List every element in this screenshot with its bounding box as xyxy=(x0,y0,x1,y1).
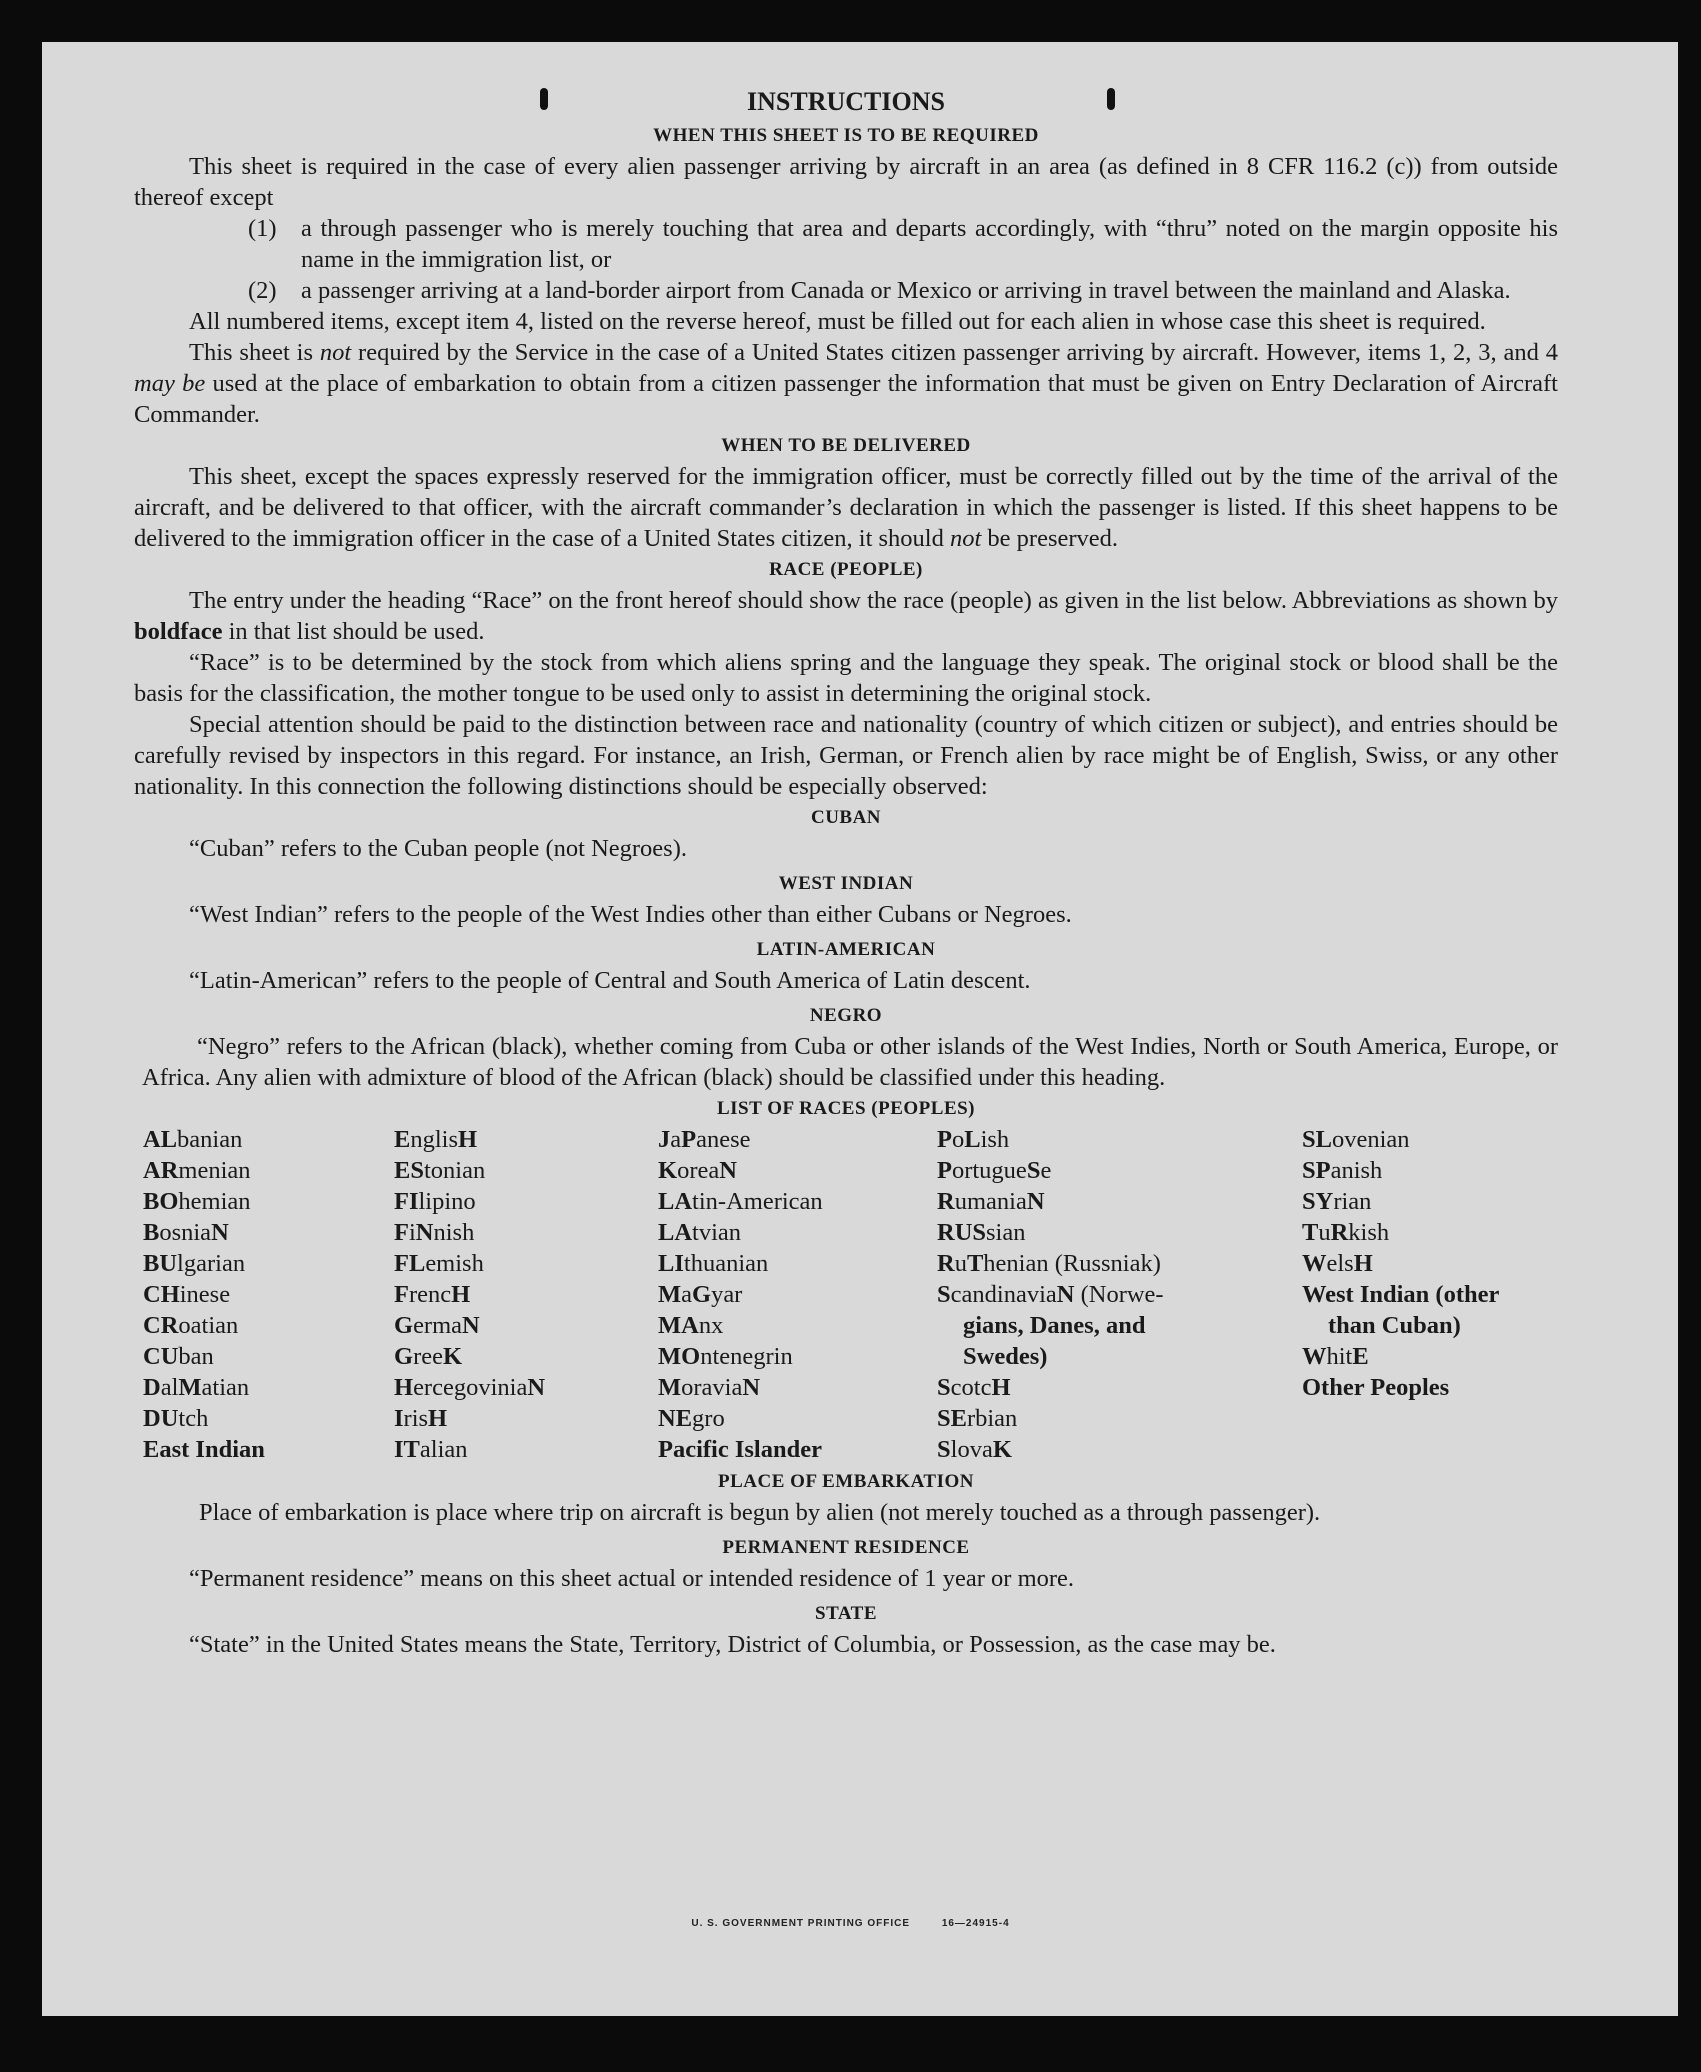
race-entry xyxy=(658,1372,823,1403)
text-segment: in that list should be used. xyxy=(222,618,485,645)
abbreviation-letters: K xyxy=(658,1157,678,1184)
race-entry xyxy=(394,1341,545,1372)
race-entry xyxy=(658,1310,823,1341)
heading-when-delivered: WHEN TO BE DELIVERED xyxy=(721,435,971,456)
heading-permanent-residence: PERMANENT RESIDENCE xyxy=(722,1537,970,1558)
abbreviation-letters: R xyxy=(937,1188,955,1215)
race-text: (Norwe- xyxy=(1074,1281,1164,1308)
race-entry xyxy=(143,1279,265,1310)
race-text: nish xyxy=(433,1219,475,1246)
paragraph xyxy=(134,833,1558,864)
abbreviation-letters: S xyxy=(1026,1157,1041,1184)
race-column xyxy=(658,1124,823,1465)
abbreviation-letters: SP xyxy=(1302,1157,1331,1184)
abbreviation-letters: S xyxy=(937,1436,951,1463)
heading-place-of-embarkation: PLACE OF EMBARKATION xyxy=(718,1471,974,1492)
abbreviation-letters: E xyxy=(1352,1343,1369,1370)
text-segment: The entry under the heading “Race” on the front hereof should show the race (people) as given in the list below. Abbreviations as shown by xyxy=(189,587,1558,614)
race-text: hit xyxy=(1326,1343,1353,1370)
race-column xyxy=(1302,1124,1499,1403)
race-entry xyxy=(1302,1186,1499,1217)
race-text: nglis xyxy=(410,1126,458,1153)
item-number: (2) xyxy=(248,277,277,304)
text-segment: “Permanent residence” means on this sheet actual or intended residence of 1 year or more. xyxy=(189,1565,1075,1592)
race-entry xyxy=(937,1403,1164,1434)
italic-text: not xyxy=(319,339,352,366)
abbreviation-letters: S xyxy=(937,1374,951,1401)
race-text: lgarian xyxy=(177,1250,246,1277)
race-text: els xyxy=(1326,1250,1354,1277)
heading-latin-american: LATIN-AMERICAN xyxy=(756,939,936,960)
race-entry xyxy=(937,1434,1164,1465)
abbreviation-letters: Other Peoples xyxy=(1302,1374,1450,1401)
race-entry xyxy=(394,1434,545,1465)
race-column xyxy=(937,1124,1164,1465)
text-segment: This sheet, except the spaces expressly reserved for the immigration officer, must be correctly filled out by the time of the arrival of the aircraft, and be delivered to that officer, with the aircraft commander’s declaration in which the passenger is listed. If this sheet happens to be delivered to the immigration officer in the case of a United States citizen, it should xyxy=(134,463,1558,552)
race-text: anish xyxy=(1330,1157,1383,1184)
abbreviation-letters: R xyxy=(937,1250,955,1277)
paragraph xyxy=(134,585,1558,647)
italic-text: not xyxy=(949,525,982,552)
abbreviation-letters: H xyxy=(428,1405,448,1432)
abbreviation-letters: FI xyxy=(394,1188,419,1215)
race-text: rbian xyxy=(966,1405,1018,1432)
race-entry xyxy=(143,1155,265,1186)
race-entry xyxy=(394,1186,545,1217)
race-text: u xyxy=(1318,1219,1331,1246)
race-entry xyxy=(1302,1217,1499,1248)
race-entry xyxy=(658,1186,823,1217)
abbreviation-letters: J xyxy=(658,1126,671,1153)
abbreviation-letters: LA xyxy=(658,1188,693,1215)
abbreviation-letters: SE xyxy=(937,1405,967,1432)
race-entry xyxy=(658,1279,823,1310)
paragraph xyxy=(134,899,1558,930)
race-text: atian xyxy=(201,1374,250,1401)
text-segment: “West Indian” refers to the people of the West Indies other than either Cubans or Negroes. xyxy=(189,901,1072,928)
heading-race: RACE (PEOPLE) xyxy=(769,559,923,580)
race-entry xyxy=(658,1155,823,1186)
abbreviation-letters: SY xyxy=(1302,1188,1334,1215)
race-entry xyxy=(1302,1279,1499,1310)
abbreviation-letters: N xyxy=(1056,1281,1075,1308)
race-text: ree xyxy=(413,1343,443,1370)
abbreviation-letters: H xyxy=(394,1374,414,1401)
abbreviation-letters: FL xyxy=(394,1250,426,1277)
heading-list-of-races: LIST OF RACES (PEOPLES) xyxy=(716,1098,976,1119)
abbreviation-letters: CU xyxy=(143,1343,179,1370)
heading-state: STATE xyxy=(815,1603,877,1624)
race-entry xyxy=(394,1372,545,1403)
race-text: oravia xyxy=(681,1374,743,1401)
heading-cuban: CUBAN xyxy=(810,807,882,828)
abbreviation-letters: AL xyxy=(143,1126,178,1153)
race-text: ovenian xyxy=(1331,1126,1410,1153)
paragraph xyxy=(134,709,1558,802)
paragraph xyxy=(134,647,1558,709)
race-text: oatian xyxy=(178,1312,239,1339)
abbreviation-letters: M xyxy=(178,1374,202,1401)
race-entry xyxy=(658,1124,823,1155)
race-text: hemian xyxy=(178,1188,251,1215)
race-text: rian xyxy=(1333,1188,1372,1215)
abbreviation-letters: K xyxy=(992,1436,1012,1463)
race-text: thuanian xyxy=(683,1250,769,1277)
race-text: tonian xyxy=(423,1157,486,1184)
race-text: renc xyxy=(408,1281,452,1308)
item-text xyxy=(301,213,1558,275)
race-text: ris xyxy=(403,1405,429,1432)
text-segment: “Negro” refers to the African (black), whether coming from Cuba or other islands of the West Indies, North or South America, Europe, or Africa. Any alien with admixture of blood of the African (black) should be classified under this heading. xyxy=(142,1033,1558,1091)
race-entry xyxy=(1302,1341,1499,1372)
race-text: ish xyxy=(980,1126,1010,1153)
abbreviation-letters: East Indian xyxy=(143,1436,265,1463)
abbreviation-letters: ES xyxy=(394,1157,424,1184)
race-list xyxy=(134,1124,1558,1466)
abbreviation-letters: DU xyxy=(143,1405,179,1432)
text-segment: “Race” is to be determined by the stock from which aliens spring and the language they speak. The original stock or blood shall be the basis for the classification, the mother tongue to be used only to assist in determining the original stock. xyxy=(134,649,1558,707)
race-text: ban xyxy=(178,1343,214,1370)
race-entry xyxy=(937,1310,1164,1341)
abbreviation-letters: F xyxy=(394,1281,409,1308)
race-entry xyxy=(394,1124,545,1155)
abbreviation-letters: H xyxy=(451,1281,471,1308)
race-text: menian xyxy=(178,1157,251,1184)
race-text: anese xyxy=(696,1126,751,1153)
exception-item xyxy=(134,275,1558,306)
text-segment: required by the Service in the case of a United States citizen passenger arriving by aircraft. However, items 1, 2, 3, and 4 xyxy=(351,339,1559,366)
race-text: erma xyxy=(413,1312,463,1339)
abbreviation-letters: AR xyxy=(143,1157,179,1184)
abbreviation-letters: K xyxy=(442,1343,463,1370)
page-title: INSTRUCTIONS xyxy=(747,87,945,116)
abbreviation-letters: G xyxy=(692,1281,712,1308)
race-entry xyxy=(658,1403,823,1434)
abbreviation-letters: N xyxy=(742,1374,761,1401)
item-text xyxy=(301,275,1558,306)
race-entry xyxy=(658,1341,823,1372)
text-segment: All numbered items, except item 4, listed on the reverse hereof, must be filled out for each alien in whose case this sheet is required. xyxy=(189,308,1486,335)
abbreviation-letters: LI xyxy=(658,1250,684,1277)
race-entry xyxy=(143,1372,265,1403)
race-text: cotc xyxy=(950,1374,992,1401)
race-entry xyxy=(937,1341,1164,1372)
race-text: sian xyxy=(986,1219,1026,1246)
abbreviation-letters: N xyxy=(211,1219,229,1246)
text-segment: be preserved. xyxy=(981,525,1119,552)
race-entry xyxy=(658,1217,823,1248)
abbreviation-letters: NE xyxy=(658,1405,693,1432)
race-text: orea xyxy=(677,1157,720,1184)
race-text: tch xyxy=(178,1405,209,1432)
abbreviation-letters: Swedes) xyxy=(963,1343,1048,1370)
race-entry xyxy=(143,1217,265,1248)
abbreviation-letters: MA xyxy=(658,1312,699,1339)
abbreviation-letters: P xyxy=(937,1157,952,1184)
paragraph xyxy=(134,461,1558,554)
race-entry xyxy=(143,1341,265,1372)
text-segment: Special attention should be paid to the distinction between race and nationality (country of which citizen or subject), and entries should be carefully revised by inspectors in this regard. For instance, an Irish, German, or French alien by race might be of English, Swiss, or any other nationality. In this connection the following distinctions should be especially observed: xyxy=(134,711,1558,800)
abbreviation-letters: gians, Danes, and xyxy=(963,1312,1146,1339)
abbreviation-letters: S xyxy=(937,1281,951,1308)
abbreviation-letters: than Cuban) xyxy=(1328,1312,1461,1339)
abbreviation-letters: LA xyxy=(658,1219,693,1246)
italic-text: may be xyxy=(134,370,206,397)
text-segment: a through passenger who is merely touching that area and departs accordingly, with “thru” noted on the margin opposite his name in the immigration list, or xyxy=(301,215,1558,273)
abbreviation-letters: H xyxy=(991,1374,1011,1401)
race-text: alian xyxy=(419,1436,468,1463)
text-segment: This sheet is xyxy=(189,339,320,366)
abbreviation-letters: T xyxy=(1302,1219,1319,1246)
abbreviation-letters: P xyxy=(937,1126,952,1153)
abbreviation-letters: G xyxy=(394,1343,414,1370)
race-entry xyxy=(394,1310,545,1341)
race-column xyxy=(143,1124,265,1465)
paragraph xyxy=(134,965,1558,996)
abbreviation-letters: MO xyxy=(658,1343,701,1370)
race-text: henian (Russniak) xyxy=(983,1250,1161,1277)
abbreviation-letters: P xyxy=(681,1126,697,1153)
race-text: nx xyxy=(698,1312,724,1339)
paragraph xyxy=(134,1563,1558,1594)
race-text: al xyxy=(160,1374,179,1401)
heading-when-required: WHEN THIS SHEET IS TO BE REQUIRED xyxy=(653,125,1039,146)
paragraph xyxy=(134,1629,1558,1660)
text-segment: used at the place of embarkation to obtain from a citizen passenger the information that must be given on Entry Declaration of Aircraft Commander. xyxy=(134,370,1558,428)
abbreviation-letters: Pacific Islander xyxy=(658,1436,822,1463)
race-entry xyxy=(143,1248,265,1279)
race-text: emish xyxy=(425,1250,484,1277)
item-number: (1) xyxy=(248,215,277,242)
race-entry xyxy=(1302,1124,1499,1155)
paragraph xyxy=(134,337,1558,430)
abbreviation-letters: N xyxy=(415,1219,434,1246)
abbreviation-letters: H xyxy=(458,1126,478,1153)
abbreviation-letters: W xyxy=(1302,1343,1327,1370)
race-text: ortugue xyxy=(951,1157,1027,1184)
abbreviation-letters: L xyxy=(964,1126,981,1153)
race-text: osnia xyxy=(159,1219,212,1246)
paragraph xyxy=(134,1031,1558,1093)
abbreviation-letters: CR xyxy=(143,1312,179,1339)
printer-imprint xyxy=(0,1918,1701,1929)
abbreviation-letters: R xyxy=(1330,1219,1349,1246)
race-entry xyxy=(937,1248,1164,1279)
paragraph xyxy=(134,151,1558,213)
abbreviation-letters: CH xyxy=(143,1281,180,1308)
text-segment: “Latin-American” refers to the people of Central and South America of Latin descent. xyxy=(189,967,1031,994)
form-number: 16—24915-4 xyxy=(941,1918,1010,1929)
text-segment: “State” in the United States means the State, Territory, District of Columbia, or Possession, as the case may be. xyxy=(189,1631,1276,1658)
race-text: lipino xyxy=(418,1188,476,1215)
text-segment: Place of embarkation is place where trip on aircraft is begun by alien (not merely touched as a through passenger). xyxy=(199,1499,1321,1526)
abbreviation-letters: T xyxy=(966,1250,984,1277)
printer-name: U. S. GOVERNMENT PRINTING OFFICE xyxy=(691,1918,911,1929)
race-text: u xyxy=(954,1250,967,1277)
race-entry xyxy=(143,1434,265,1465)
heading-west-indian: WEST INDIAN xyxy=(778,873,914,894)
abbreviation-letters: I xyxy=(394,1405,404,1432)
instructions-content xyxy=(134,84,1558,1660)
abbreviation-letters: M xyxy=(658,1281,682,1308)
abbreviation-letters: N xyxy=(1026,1188,1045,1215)
race-text: o xyxy=(951,1126,965,1153)
abbreviation-letters: N xyxy=(527,1374,546,1401)
heading-negro: NEGRO xyxy=(809,1005,883,1026)
race-text: banian xyxy=(177,1126,243,1153)
abbreviation-letters: E xyxy=(394,1126,411,1153)
abbreviation-letters: D xyxy=(143,1374,161,1401)
race-entry xyxy=(394,1217,545,1248)
abbreviation-letters: G xyxy=(394,1312,414,1339)
race-entry xyxy=(143,1124,265,1155)
bold-text: boldface xyxy=(134,618,223,645)
race-text: inese xyxy=(179,1281,231,1308)
race-entry xyxy=(937,1155,1164,1186)
race-entry xyxy=(1302,1155,1499,1186)
race-entry xyxy=(1302,1310,1499,1341)
text-segment: “Cuban” refers to the Cuban people (not Negroes). xyxy=(189,835,687,862)
race-entry xyxy=(1302,1248,1499,1279)
race-text: candinavia xyxy=(950,1281,1057,1308)
race-text: e xyxy=(1040,1157,1052,1184)
abbreviation-letters: B xyxy=(143,1219,160,1246)
race-text: yar xyxy=(711,1281,743,1308)
race-text: ntenegrin xyxy=(700,1343,793,1370)
race-entry xyxy=(143,1403,265,1434)
race-text: tin-American xyxy=(692,1188,823,1215)
exception-item xyxy=(134,213,1558,275)
race-entry xyxy=(937,1186,1164,1217)
abbreviation-letters: SL xyxy=(1302,1126,1332,1153)
race-entry xyxy=(937,1279,1164,1310)
race-entry xyxy=(937,1372,1164,1403)
race-text: tvian xyxy=(692,1219,742,1246)
abbreviation-letters: RUS xyxy=(937,1219,987,1246)
race-text: a xyxy=(670,1126,682,1153)
race-text: i xyxy=(408,1219,416,1246)
race-text: gro xyxy=(692,1405,725,1432)
abbreviation-letters: BU xyxy=(143,1250,178,1277)
race-entry xyxy=(1302,1372,1499,1403)
race-text: lova xyxy=(950,1436,993,1463)
race-entry xyxy=(394,1279,545,1310)
abbreviation-letters: H xyxy=(1353,1250,1373,1277)
race-entry xyxy=(143,1186,265,1217)
race-entry xyxy=(937,1217,1164,1248)
race-text: umania xyxy=(954,1188,1027,1215)
abbreviation-letters: F xyxy=(394,1219,409,1246)
race-entry xyxy=(937,1124,1164,1155)
abbreviation-letters: BO xyxy=(143,1188,179,1215)
race-entry xyxy=(658,1434,823,1465)
paragraph xyxy=(134,1497,1558,1528)
text-segment: This sheet is required in the case of every alien passenger arriving by aircraft in an area (as defined in 8 CFR 116.2 (c)) from outside thereof except xyxy=(134,153,1558,211)
abbreviation-letters: W xyxy=(1302,1250,1327,1277)
race-column xyxy=(394,1124,545,1465)
abbreviation-letters: N xyxy=(719,1157,737,1184)
race-entry xyxy=(394,1403,545,1434)
race-entry xyxy=(394,1248,545,1279)
race-entry xyxy=(658,1248,823,1279)
text-segment: a passenger arriving at a land-border airport from Canada or Mexico or arriving in travel between the mainland and Alaska. xyxy=(301,277,1511,304)
race-entry xyxy=(143,1310,265,1341)
race-text: ercegovinia xyxy=(413,1374,528,1401)
abbreviation-letters: West Indian (other xyxy=(1302,1281,1500,1308)
abbreviation-letters: N xyxy=(462,1312,480,1339)
abbreviation-letters: IT xyxy=(394,1436,420,1463)
abbreviation-letters: M xyxy=(658,1374,682,1401)
race-text: kish xyxy=(1348,1219,1390,1246)
race-entry xyxy=(394,1155,545,1186)
race-text: a xyxy=(681,1281,692,1308)
paragraph xyxy=(134,306,1558,337)
